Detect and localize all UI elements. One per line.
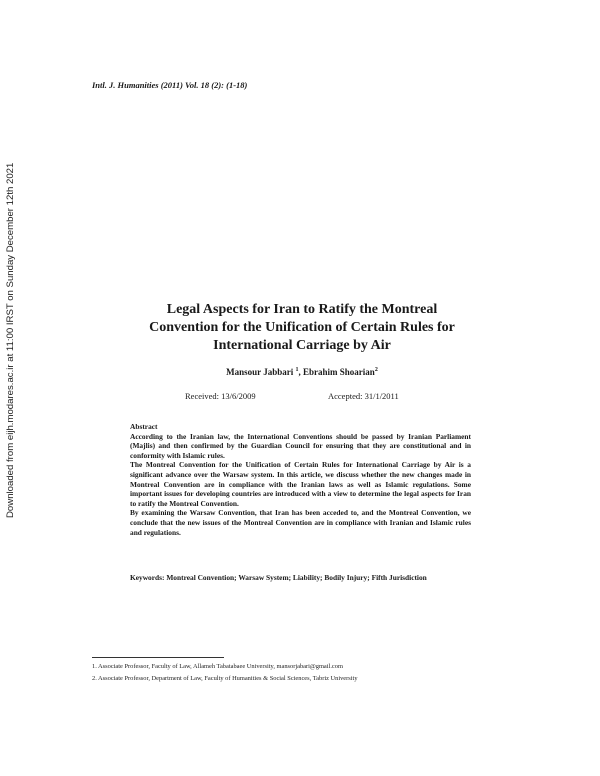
author-line <box>100 367 504 377</box>
abstract <box>130 422 471 537</box>
accepted-date: Accepted: 31/1/2011 <box>328 391 399 401</box>
footnote-divider <box>92 657 224 658</box>
abstract-paragraph: The Montreal Convention for the Unification of Certain Rules for International Carriage by Air is a significant advance over the Warsaw system. In this article, we discuss whether the new changes made in Montreal Convention are in compliance with the Iranian laws as well as Islamic regulations. Some important issues for developing countries are introduced with a view to determine the legal aspects for Iran to ratify the Montreal Convention. <box>130 460 471 508</box>
download-watermark: Downloaded from eijh.modares.ac.ir at 11:00 IRST on Sunday December 12th 2021 <box>5 162 16 518</box>
author-separator: , <box>298 367 304 377</box>
abstract-paragraph: By examining the Warsaw Convention, that Iran has been acceded to, and the Montreal Convention, we conclude that the new issues of the Montreal Convention are in compliance with Iranian and Islamic rules and regulations. <box>130 508 471 537</box>
title-line: Legal Aspects for Iran to Ratify the Montreal <box>166 302 438 317</box>
footnote: 1. Associate Professor, Faculty of Law, Allameh Tabatabaee University, mansorjabari@gmail.com <box>92 663 343 670</box>
keywords: Keywords: Montreal Convention; Warsaw System; Liability; Bodily Injury; Fifth Jurisdiction <box>130 573 427 582</box>
abstract-paragraph: According to the Iranian law, the International Conventions should be passed by Iranian Parliament (Majlis) and then confirmed by the Guardian Council for ensuring that they are constitutional and in conformity with Islamic rules. <box>130 431 471 460</box>
author-name: Ebrahim Shoarian <box>303 367 375 377</box>
paper-title <box>100 301 504 355</box>
author-name: Mansour Jabbari <box>226 367 294 377</box>
journal-reference: Intl. J. Humanities (2011) Vol. 18 (2): (1-18) <box>92 80 248 90</box>
affiliation-marker: 2 <box>374 367 378 373</box>
title-line: International Carriage by Air <box>213 338 391 353</box>
affiliation-marker: 1 <box>295 367 299 373</box>
footnote: 2. Associate Professor, Department of Law, Faculty of Humanities & Social Sciences, Tabriz University <box>92 675 358 682</box>
received-date: Received: 13/6/2009 <box>185 391 256 401</box>
abstract-heading: Abstract <box>130 422 158 431</box>
title-line: Convention for the Unification of Certain Rules for <box>149 320 455 335</box>
